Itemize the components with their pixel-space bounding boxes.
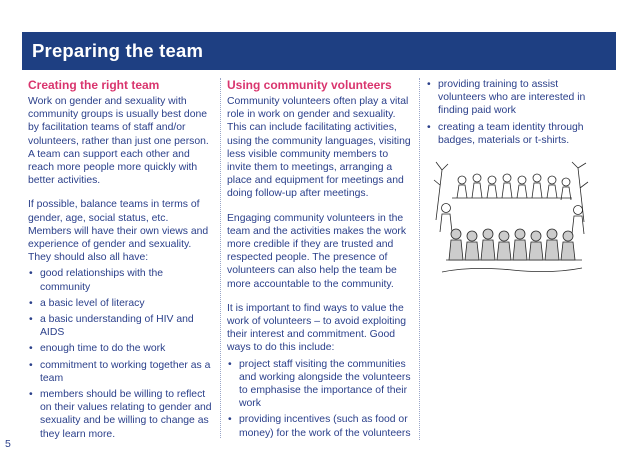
paragraph: Community volunteers often play a vital role in work on gender and sexuality. This can include facilitating activities, using the community languages, visiting less visible community members to invite them to meetings, arranging a place and equipment for meetings and doing follow-up after meetings.	[227, 96, 411, 200]
page-number: 5	[5, 438, 11, 450]
page-title: Preparing the team	[32, 40, 204, 61]
column-creating-team	[28, 78, 214, 444]
bullet-list	[28, 267, 214, 440]
list-item: • commitment to working together as a team	[28, 359, 214, 385]
column-continued	[426, 78, 594, 150]
paragraph: Engaging community volunteers in the team and the activities makes the work more credible if they are trusted and respected people. The presence of volunteers can also help the team be more accountable to the community.	[227, 212, 407, 290]
list-item: • project staff visiting the communities and working alongside the volunteers to emphasise the importance of their work	[227, 358, 413, 411]
list-item: • members should be willing to reflect on their values relating to gender and sexuality and be willing to change as they learn more.	[28, 388, 214, 441]
column-divider	[419, 78, 420, 440]
paragraph: It is important to find ways to value the work of volunteers – to avoid exploiting their interest and commitment. Good ways to do this include:	[227, 302, 407, 354]
list-item: • enough time to do the work	[28, 342, 214, 355]
list-item: • creating a team identity through badges, materials or t-shirts.	[426, 121, 594, 147]
list-item: • a basic understanding of HIV and AIDS	[28, 313, 214, 339]
title-banner	[22, 32, 616, 70]
column-divider	[220, 78, 221, 438]
group-meeting-illustration	[432, 160, 592, 280]
section-heading: Using community volunteers	[227, 78, 392, 92]
paragraph: If possible, balance teams in terms of gender, age, social status, etc. Members will have their own views and experience of gender and sexuality. They should also all have:	[28, 199, 209, 264]
bullet-list	[426, 78, 594, 147]
column-community-volunteers	[227, 78, 413, 443]
list-item: • good relationships with the community	[28, 267, 214, 293]
section-heading: Creating the right team	[28, 78, 160, 92]
list-item: • providing training to assist volunteers who are interested in finding paid work	[426, 78, 594, 118]
list-item: • a basic level of literacy	[28, 297, 214, 310]
list-item: • providing incentives (such as food or money) for the work of the volunteers	[227, 413, 413, 439]
bullet-list	[227, 358, 413, 440]
paragraph: Work on gender and sexuality with community groups is usually best done by facilitation teams of staff and/or volunteers, rather than just one person. A team can support each other and reach more people more quickly with better activities.	[28, 96, 209, 187]
